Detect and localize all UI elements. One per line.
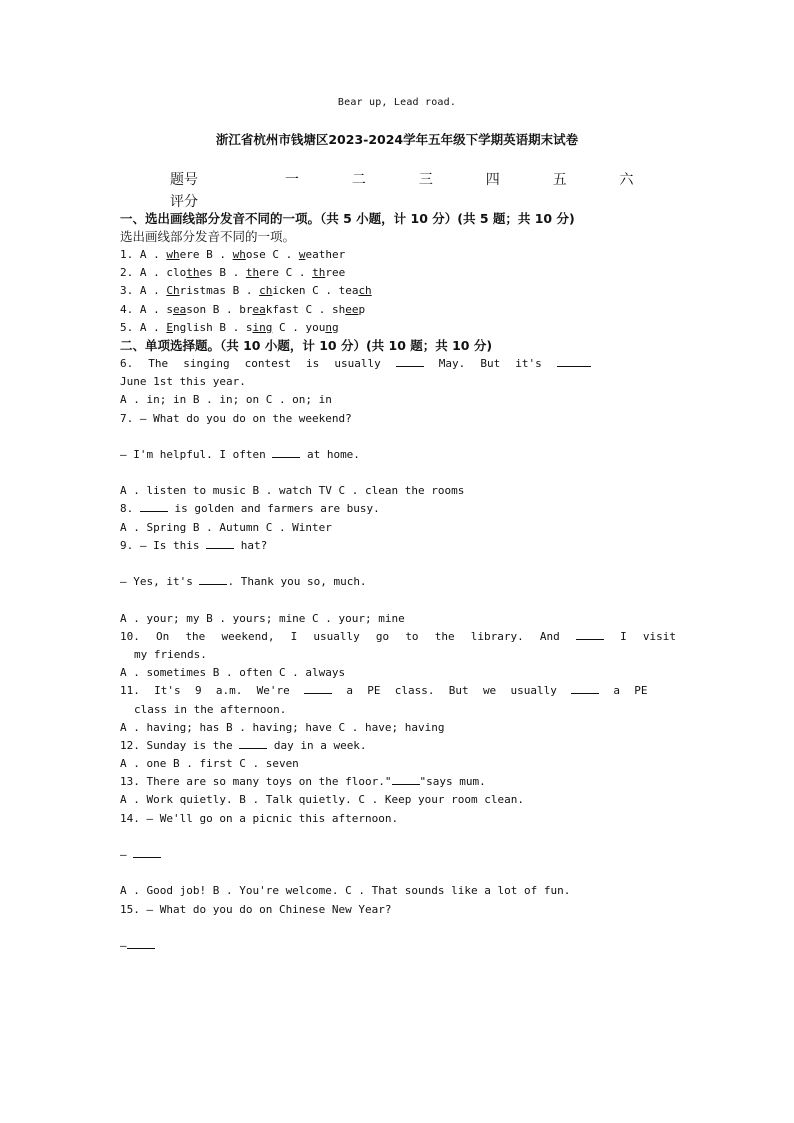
q-word: usually — [313, 629, 360, 643]
q-text: kfast C . sh — [265, 302, 346, 316]
score-table-header-row — [170, 168, 660, 190]
page-title: 浙江省杭州市钱塘区2023-2024学年五年级下学期英语期末试卷 — [215, 132, 579, 147]
q-word: is — [306, 356, 320, 370]
question-7-options: A . listen to music B . watch TV C . clean the rooms — [120, 484, 465, 498]
question-8-options: A . Spring B . Autumn C . Winter — [120, 520, 332, 534]
underlined-part: Ch — [166, 284, 180, 298]
q-text: ere C . — [259, 266, 313, 280]
question-13-options: A . Work quietly. B . Talk quietly. C . Keep your room clean. — [120, 793, 524, 807]
score-table-row-label: 评分 — [170, 194, 198, 210]
q-text: p — [358, 302, 366, 316]
answer-blank[interactable] — [571, 682, 599, 694]
section-1-instruction: 选出画线部分发音不同的一项。 — [120, 229, 296, 244]
q-word: class. — [394, 684, 435, 698]
q-text: ere B . — [179, 248, 233, 261]
section-2-heading: 二、单项选择题。（共 10 小题，计 10 分）(共 10 题；共 10 分) — [120, 337, 493, 353]
answer-blank[interactable] — [127, 937, 155, 949]
line-spacer — [662, 682, 676, 700]
question-10 — [120, 628, 676, 646]
line-spacer — [606, 355, 676, 373]
answer-blank[interactable] — [239, 737, 267, 749]
q-text: 3. A . — [120, 284, 167, 298]
score-table-header-label: 题号 — [170, 172, 198, 188]
q-word: I — [290, 629, 298, 643]
q-word: 10. — [120, 629, 140, 643]
q-text: "says mum. — [419, 775, 486, 789]
underlined-part: th — [245, 266, 260, 280]
q-text: — I'm helpful. I often — [120, 447, 273, 461]
score-table-score-row — [170, 190, 660, 212]
spacer — [120, 591, 676, 609]
question-12 — [120, 737, 676, 755]
q-word: 9 — [194, 684, 202, 698]
q-text: eather — [305, 248, 346, 261]
underlined-part: wh — [166, 248, 180, 261]
q-text: 13. There are so many toys on the floor." — [120, 775, 392, 789]
answer-blank[interactable] — [557, 355, 591, 367]
question-1 — [120, 246, 676, 264]
underlined-part: th — [186, 266, 200, 280]
answer-blank[interactable] — [392, 773, 420, 785]
q-word: PE — [367, 684, 381, 698]
question-13 — [120, 773, 676, 791]
question-6-options: A . in; in B . in; on C . on; in — [120, 393, 332, 407]
q-word: usually — [334, 356, 381, 370]
q-text: C . you — [272, 320, 326, 334]
answer-blank[interactable] — [199, 573, 227, 585]
answer-blank[interactable] — [272, 446, 300, 458]
q-word: to — [405, 629, 419, 643]
question-9-answer — [120, 573, 676, 591]
underlined-part: ea — [172, 302, 187, 316]
spacer — [120, 864, 676, 882]
underlined-part: ee — [345, 302, 359, 316]
q-word: the — [434, 629, 455, 643]
q-word: the — [185, 629, 206, 643]
q-text: is golden and farmers are busy. — [167, 502, 380, 516]
q-word: I — [620, 629, 627, 643]
q-text: hat? — [234, 538, 268, 552]
q-text: . Thank you so, much. — [227, 575, 367, 589]
q-text: ristmas B . — [179, 284, 260, 298]
spacer — [120, 555, 676, 573]
section-1-heading: 一、选出画线部分发音不同的一项。（共 5 小题，计 10 分）(共 5 题；共 10 分) — [120, 211, 575, 226]
q-word: But — [480, 356, 501, 370]
q-word: But — [448, 684, 469, 698]
question-2 — [120, 264, 676, 282]
underlined-part: E — [166, 320, 173, 334]
spacer — [120, 464, 676, 482]
question-14-answer — [120, 846, 676, 864]
q-word: And — [539, 629, 560, 643]
q-word: singing — [183, 356, 230, 370]
question-15-answer — [120, 937, 676, 955]
score-table-col-6: 六 — [619, 172, 634, 188]
underlined-part: w — [298, 248, 306, 261]
question-8 — [120, 500, 676, 518]
spacer — [120, 828, 676, 846]
question-4 — [120, 301, 676, 319]
q-text: icken C . tea — [272, 284, 359, 298]
q-text: es B . — [199, 266, 246, 280]
q-word: It's — [154, 684, 181, 698]
answer-blank[interactable] — [304, 682, 332, 694]
underlined-part: ing — [252, 320, 273, 334]
q-text: nglish B . s — [172, 320, 253, 334]
question-11-line-2: class in the afternoon. — [134, 702, 287, 716]
q-word: 6. — [120, 356, 134, 370]
score-table-col-4: 四 — [485, 172, 500, 188]
q-text: son B . br — [186, 302, 253, 316]
q-text: 1. A . — [120, 248, 167, 261]
q-word: On — [156, 629, 170, 643]
q-word: it's — [515, 356, 542, 370]
underlined-part: ea — [252, 302, 266, 316]
underlined-part: ch — [259, 284, 273, 298]
q-word: a — [346, 684, 353, 698]
spacer — [120, 919, 676, 937]
answer-blank[interactable] — [576, 628, 604, 640]
underlined-part: wh — [232, 248, 246, 261]
question-14-options: A . Good job! B . You're welcome. C . That sounds like a lot of fun. — [120, 884, 571, 898]
question-6 — [120, 355, 676, 373]
question-11 — [120, 682, 676, 700]
q-word: a.m. — [215, 684, 243, 698]
answer-blank[interactable] — [140, 500, 168, 512]
q-word: go — [375, 629, 390, 643]
question-15: 15. — What do you do on Chinese New Year? — [120, 902, 392, 916]
q-word: weekend, — [221, 629, 275, 643]
question-7-answer — [120, 446, 676, 464]
q-word: PE — [634, 684, 648, 698]
q-text: 4. A . s — [120, 302, 173, 316]
q-text: — Yes, it's — [120, 575, 200, 589]
score-table — [170, 168, 660, 212]
q-word: library. — [470, 629, 524, 643]
q-word: we — [482, 684, 497, 698]
q-text: 5. A . — [120, 320, 167, 334]
q-text: ree — [325, 266, 346, 280]
q-text: 8. — [120, 502, 140, 516]
q-word: visit — [642, 629, 676, 643]
score-table-col-2: 二 — [351, 172, 366, 188]
score-table-col-3: 三 — [418, 172, 433, 188]
answer-blank[interactable] — [396, 355, 424, 367]
q-text: — — [120, 938, 127, 952]
question-14: 14. — We'll go on a picnic this afternoon. — [120, 811, 399, 825]
q-text: 12. Sunday is the — [120, 738, 240, 752]
question-6-line-2: June 1st this year. — [120, 375, 246, 389]
q-text: 9. — Is this — [120, 538, 207, 552]
q-word: 11. — [120, 684, 140, 698]
q-word: usually — [510, 684, 557, 698]
question-7: 7. — What do you do on the weekend? — [120, 411, 352, 425]
answer-blank[interactable] — [133, 846, 161, 858]
underlined-part: th — [312, 266, 326, 280]
question-9 — [120, 537, 676, 555]
question-10-line-2: my friends. — [134, 647, 207, 661]
underlined-part: ch — [358, 284, 372, 298]
q-word: a — [613, 684, 621, 698]
q-text: ose C . — [245, 248, 299, 261]
q-word: The — [148, 356, 169, 370]
question-11-options: A . having; has B . having; have C . have; having — [120, 720, 445, 734]
question-3 — [120, 282, 676, 300]
question-5 — [120, 319, 676, 337]
header-motto: Bear up, Lead road. — [337, 97, 457, 108]
spacer — [120, 428, 676, 446]
q-word: We're — [256, 684, 290, 698]
answer-blank[interactable] — [206, 537, 234, 549]
q-text: 2. A . clo — [120, 266, 187, 280]
q-text: day in a week. — [267, 738, 367, 752]
score-table-col-1: 一 — [285, 172, 299, 188]
question-9-options: A . your; my B . yours; mine C . your; mine — [120, 611, 405, 625]
question-10-options: A . sometimes B . often C . always — [120, 666, 346, 680]
score-table-col-5: 五 — [552, 172, 567, 188]
exam-content — [120, 210, 676, 955]
question-12-options: A . one B . first C . seven — [120, 757, 299, 771]
q-word: contest — [244, 356, 291, 370]
underlined-part: ng — [325, 320, 339, 334]
q-text: at home. — [300, 447, 360, 461]
q-word: May. — [438, 356, 466, 370]
q-text: — — [120, 848, 134, 861]
